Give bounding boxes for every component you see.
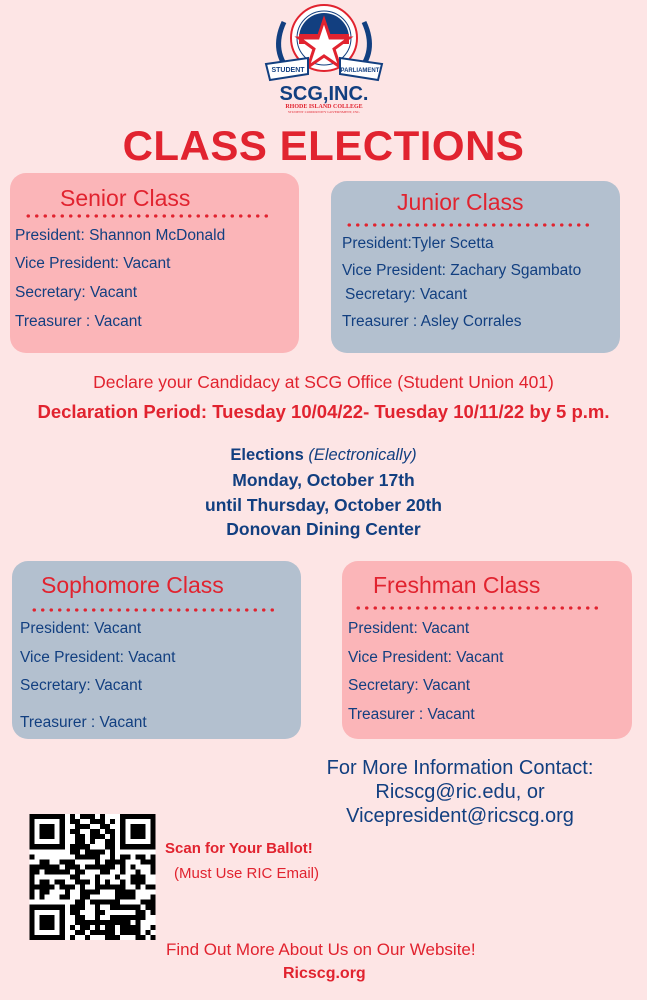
class-line: Vice President: Vacant [348, 649, 504, 666]
svg-text:PARLIAMENT: PARLIAMENT [340, 68, 380, 74]
elections-label: Elections [230, 446, 304, 464]
scg-logo [262, 2, 386, 114]
svg-text:STUDENT COMMUNITY GOVERNMENT,: STUDENT COMMUNITY GOVERNMENT, INC. [287, 110, 361, 114]
class-line: Secretary: Vacant [15, 284, 138, 301]
dotted-divider [30, 608, 274, 612]
freshman-class-card [342, 561, 632, 739]
elections-end: until Thursday, October 20th [205, 495, 442, 515]
class-line: Treasurer : Vacant [348, 706, 475, 723]
class-line: Treasurer : Vacant [20, 714, 147, 731]
class-line: Secretary: Vacant [20, 677, 143, 694]
junior-class-card [331, 181, 620, 353]
svg-text:SCG,INC.: SCG,INC. [279, 83, 369, 105]
page-title: CLASS ELECTIONS [122, 122, 525, 169]
dotted-divider [354, 606, 598, 610]
contact-heading: For More Information Contact: [326, 757, 594, 779]
website-text: Find Out More About Us on Our Website! [166, 940, 476, 959]
class-line: President: Vacant [20, 620, 142, 637]
dotted-divider [345, 223, 591, 227]
contact-email-1[interactable]: Ricscg@ric.edu, or [375, 781, 545, 803]
class-line: Secretary: Vacant [348, 677, 471, 694]
class-line: President: Shannon McDonald [15, 227, 226, 244]
class-line: Treasurer : Asley Corrales [342, 313, 522, 330]
scan-ballot-text: Scan for Your Ballot! [165, 840, 313, 857]
contact-block [300, 756, 620, 828]
contact-email-2[interactable]: Vicepresident@ricscg.org [346, 805, 574, 827]
class-line: Secretary: Vacant [345, 286, 468, 303]
svg-text:STUDENT: STUDENT [271, 67, 305, 74]
ballot-email-note: (Must Use RIC Email) [174, 865, 320, 882]
class-line: Vice President: Vacant [20, 649, 176, 666]
class-line: Vice President: Vacant [15, 255, 171, 272]
class-line: President:Tyler Scetta [342, 235, 494, 252]
elections-location: Donovan Dining Center [226, 519, 421, 539]
class-name: Freshman Class [373, 572, 541, 598]
sophomore-class-card [12, 561, 301, 739]
class-line: Treasurer : Vacant [15, 313, 142, 330]
class-line: Vice President: Zachary Sgambato [342, 262, 582, 279]
website-link[interactable]: Ricscg.org [283, 965, 366, 982]
elections-heading [0, 446, 647, 465]
elections-note: (Electronically) [308, 446, 417, 464]
class-name: Sophomore Class [41, 572, 224, 598]
declaration-period: Declaration Period: Tuesday 10/04/22- Tuesday 10/11/22 by 5 p.m. [37, 401, 610, 422]
class-name: Senior Class [60, 185, 191, 211]
elections-start: Monday, October 17th [232, 470, 415, 490]
dotted-divider [24, 214, 268, 218]
class-line: President: Vacant [348, 620, 470, 637]
declare-text: Declare your Candidacy at SCG Office (Student Union 401) [93, 372, 554, 392]
svg-text:RHODE ISLAND COLLEGE: RHODE ISLAND COLLEGE [285, 104, 363, 110]
class-name: Junior Class [397, 189, 524, 215]
senior-class-card [10, 173, 299, 353]
ballot-qr-code[interactable] [29, 814, 156, 940]
